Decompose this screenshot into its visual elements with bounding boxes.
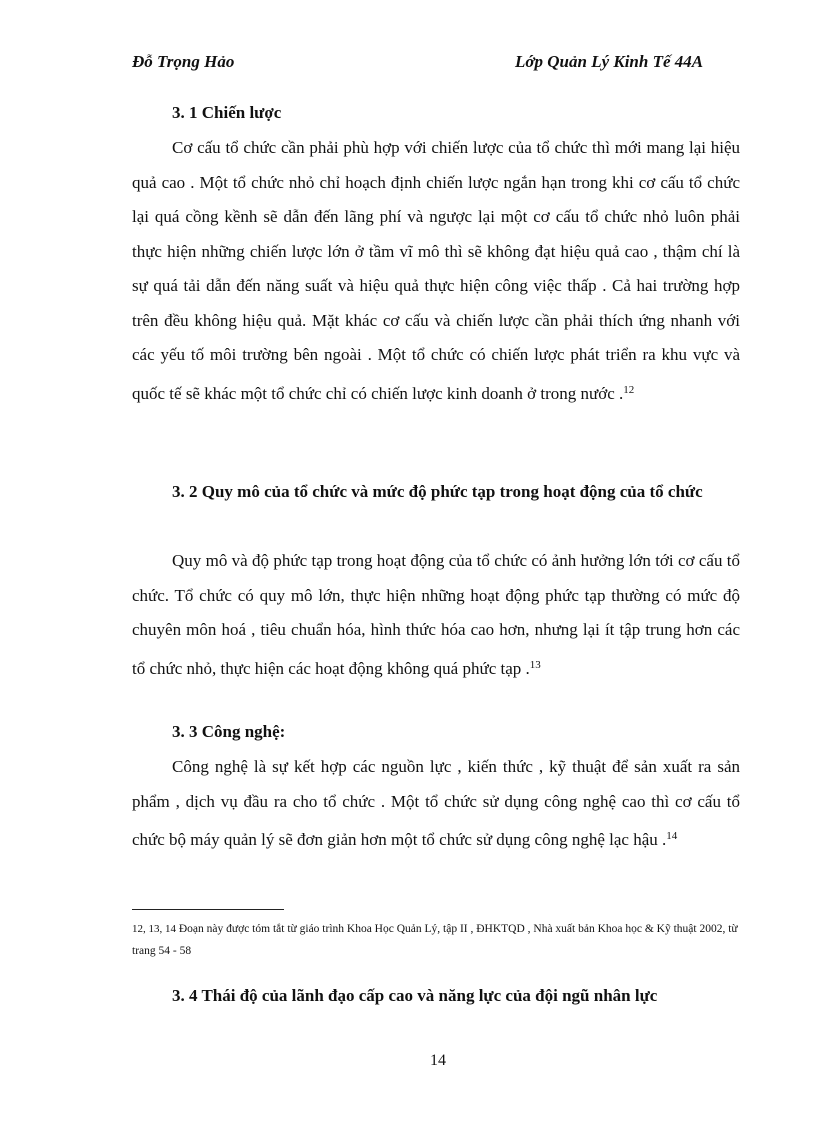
paragraph-text: Công nghệ là sự kết hợp các nguồn lực , kiến thức , kỹ thuật để sản xuất ra sản phẩm , dịch vụ đầu ra cho tổ chức . Một tổ chức sử dụng công nghệ cao thì cơ cấu tổ chức bộ máy quản lý sẽ đơn giản hơn một tổ chức sử dụng công nghệ lạc hậu .	[132, 757, 740, 849]
footnote-ref: 14	[666, 830, 678, 842]
section-heading-3-4: 3. 4 Thái độ của lãnh đạo cấp cao và năng lực của đội ngũ nhân lực	[172, 986, 658, 1005]
footnote-text: Đoạn này được tóm tắt từ giáo trình Khoa Học Quản Lý, tập II , ĐHKTQD , Nhà xuất bản Khoa học & Kỹ thuật 2002, từ trang 54 - 58	[132, 923, 738, 957]
footnote-refs: 12, 13, 14	[132, 923, 176, 935]
page-number: 14	[430, 1052, 446, 1069]
footnote-divider	[132, 909, 284, 910]
section-paragraph-3-2	[132, 544, 740, 686]
footnote-ref: 13	[529, 658, 541, 671]
footnote	[132, 918, 742, 962]
section-heading-3-1: 3. 1 Chiến lược	[172, 103, 282, 122]
section-paragraph-3-1	[132, 131, 740, 411]
footnote-ref: 12	[623, 383, 635, 396]
section-heading-3-2: 3. 2 Quy mô của tổ chức và mức độ phức tạp trong hoạt động của tổ chức	[172, 482, 703, 501]
section-heading-3-3: 3. 3 Công nghệ:	[172, 722, 286, 741]
paragraph-text: Cơ cấu tổ chức cần phải phù hợp với chiến lược của tổ chức thì mới mang lại hiệu quả cao . Một tổ chức nhỏ chỉ hoạch định chiến lược ngắn hạn trong khi cơ cấu tổ chức lại quá cồng kềnh sẽ dẫn đến lãng phí và ngược lại một cơ cấu tổ chức nhỏ luôn phải thực hiện những chiến lược lớn ở tầm vĩ mô thì sẽ không đạt hiệu quả cao , thậm chí là sự quá tải dẫn đến năng suất và hiệu quả thực hiện công việc thấp . Cả hai trường hợp trên đều không hiệu quả. Mặt khác cơ cấu và chiến lược cần phải thích ứng nhanh với các yếu tố môi trường bên ngoài . Một tổ chức có chiến lược phát triển ra khu vực và quốc tế sẽ khác một tổ chức chỉ có chiến lược kinh doanh ở trong nước .	[132, 138, 740, 403]
paragraph-text: Quy mô và độ phức tạp trong hoạt động của tổ chức có ảnh hưởng lớn tới cơ cấu tổ chức. Tổ chức có quy mô lớn, thực hiện những hoạt động phức tạp thường có mức độ chuyên môn hoá , tiêu chuẩn hóa, hình thức hóa cao hơn, nhưng lại ít tập trung hơn các tổ chức nhỏ, thực hiện các hoạt động không quá phức tạp .	[132, 551, 740, 678]
header-class: Lớp Quản Lý Kinh Tế 44A	[515, 52, 704, 71]
header-author: Đỗ Trọng Hảo	[132, 52, 235, 71]
section-paragraph-3-3	[132, 750, 740, 858]
